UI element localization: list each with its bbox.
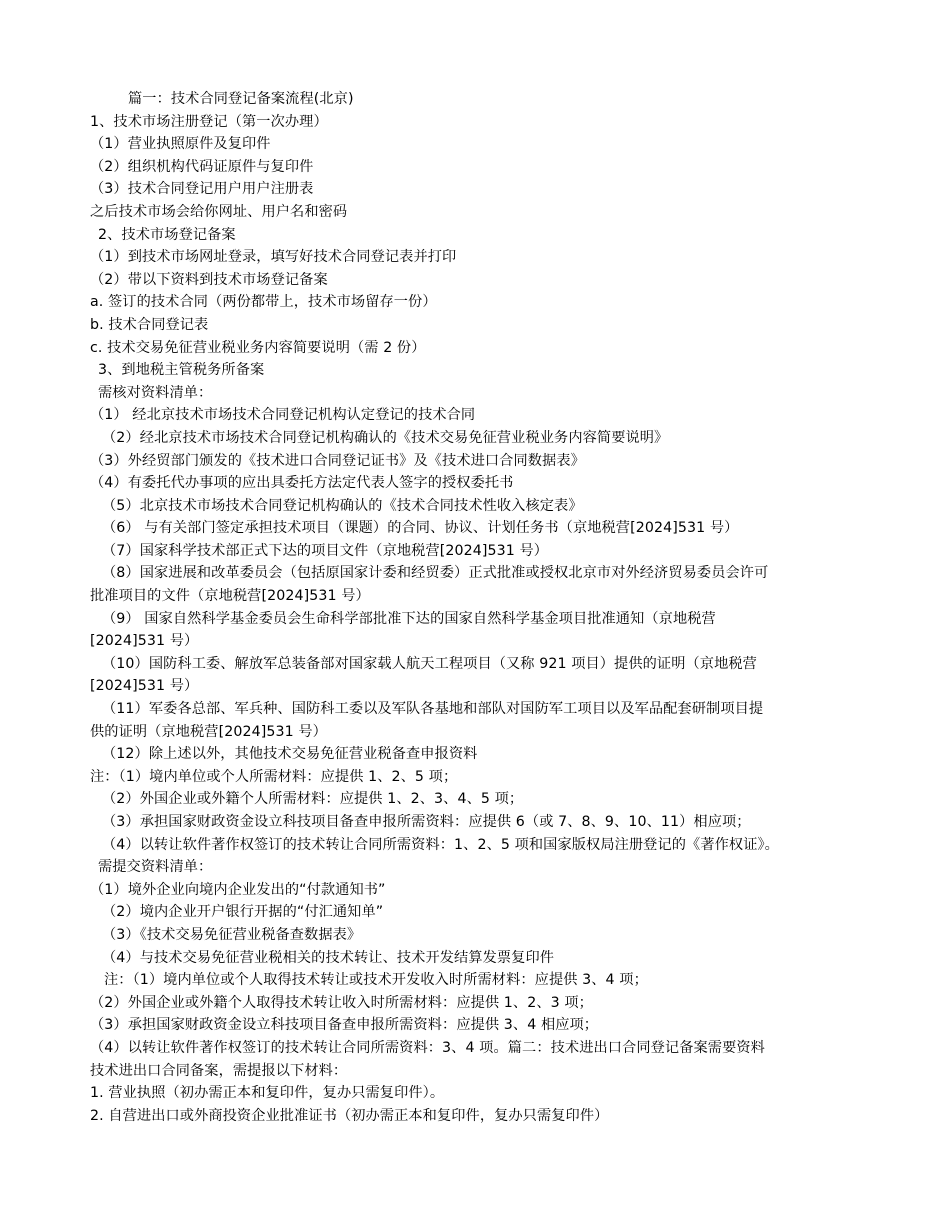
document-body bbox=[0, 88, 950, 1127]
list-item: （1）境外企业向境内企业发出的“付款通知书” bbox=[90, 881, 386, 898]
paragraph: 之后技术市场会给你网址、用户名和密码 bbox=[90, 203, 348, 220]
document-title: 篇一：技术合同登记备案流程(北京) bbox=[128, 91, 354, 107]
list-item: （10）国防科工委、解放军总装备部对国家载人航天工程项目（又称 921 项目）提供的证明（京地税营 bbox=[102, 655, 757, 672]
list-item: （5）北京技术市场技术合同登记机构确认的《技术合同技术性收入核定表》 bbox=[102, 497, 583, 514]
note-item: （4）以转让软件著作权签订的技术转让合同所需资料：1、2、5 项和国家版权局注册登记的《著作权证》。 bbox=[102, 836, 779, 853]
note-item: （2）外国企业或外籍个人取得技术转让收入时所需材料：应提供 1、2、3 项； bbox=[90, 994, 593, 1011]
list-item: （9） 国家自然科学基金委员会生命科学部批准下达的国家自然科学基金项目批准通知（京地税营 bbox=[102, 610, 716, 627]
list-item: （11）军委各总部、军兵种、国防科工委以及军队各基地和部队对国防军工项目以及军品配套研制项目提 bbox=[102, 701, 764, 718]
list-item-continuation: 批准项目的文件（京地税营[2024]531 号） bbox=[90, 588, 370, 605]
list-item: b. 技术合同登记表 bbox=[90, 316, 209, 333]
list-item: （4）有委托代办事项的应出具委托方法定代表人签字的授权委托书 bbox=[90, 475, 514, 492]
list-item: c. 技术交易免征营业税业务内容简要说明（需 2 份） bbox=[90, 339, 426, 356]
note-item: （3）承担国家财政资金设立科技项目备查申报所需资料：应提供 3、4 相应项； bbox=[90, 1017, 599, 1034]
list-item: a. 签订的技术合同（两份都带上，技术市场留存一份） bbox=[90, 294, 437, 311]
list-item: （8）国家进展和改革委员会（包括原国家计委和经贸委）正式批准或授权北京市对外经济贸易委员会许可 bbox=[102, 565, 769, 582]
section-heading: 1、技术市场注册登记（第一次办理） bbox=[90, 113, 328, 130]
list-item: （6） 与有关部门签定承担技术项目（课题）的合同、协议、计划任务书（京地税营[2024]531 号） bbox=[102, 520, 739, 537]
list-item: （2）组织机构代码证原件与复印件 bbox=[90, 158, 314, 175]
note-item: （3）承担国家财政资金设立科技项目备查申报所需资料：应提供 6（或 7、8、9、10、11）相应项； bbox=[102, 814, 751, 830]
section-heading: 3、到地税主管税务所备案 bbox=[98, 362, 265, 379]
paragraph: 技术进出口合同备案，需提报以下材料： bbox=[90, 1062, 348, 1079]
list-item: （2）境内企业开户银行开据的“付汇通知单” bbox=[102, 904, 384, 921]
note-item: （4）以转让软件著作权签订的技术转让合同所需资料：3、4 项。篇二：技术进出口合同登记备案需要资料 bbox=[90, 1039, 765, 1056]
note-item: （2）外国企业或外籍个人所需材料：应提供 1、2、3、4、5 项； bbox=[102, 791, 524, 808]
list-item: 2. 自营进出口或外商投资企业批准证书（初办需正本和复印件，复办只需复印件） bbox=[90, 1107, 609, 1124]
list-item: （1）营业执照原件及复印件 bbox=[90, 136, 271, 153]
list-item: （2）经北京技术市场技术合同登记机构确认的《技术交易免征营业税业务内容简要说明》 bbox=[102, 429, 669, 446]
list-item-continuation: [2024]531 号） bbox=[90, 678, 199, 695]
note: 注：（1）境内单位或个人取得技术转让或技术开发收入时所需材料：应提供 3、4 项； bbox=[104, 972, 648, 989]
section-heading: 2、技术市场登记备案 bbox=[98, 226, 236, 243]
list-item: 1. 营业执照（初办需正本和复印件，复办只需复印件）。 bbox=[90, 1085, 445, 1102]
list-item-continuation: [2024]531 号） bbox=[90, 633, 199, 650]
list-item: （2）带以下资料到技术市场登记备案 bbox=[90, 271, 328, 288]
subheading: 需核对资料清单： bbox=[98, 384, 213, 401]
list-item: （12）除上述以外，其他技术交易免征营业税备查申报资料 bbox=[102, 746, 478, 763]
list-item: （3）《技术交易免征营业税备查数据表》 bbox=[102, 926, 362, 943]
list-item: （3）外经贸部门颁发的《技术进口合同登记证书》及《技术进口合同数据表》 bbox=[90, 452, 585, 469]
note: 注：（1）境内单位或个人所需材料：应提供 1、2、5 项； bbox=[90, 768, 458, 785]
subheading: 需提交资料清单： bbox=[98, 859, 213, 876]
list-item: （3）技术合同登记用户用户注册表 bbox=[90, 181, 314, 198]
list-item: （1）到技术市场网址登录，填写好技术合同登记表并打印 bbox=[90, 249, 457, 266]
list-item-continuation: 供的证明（京地税营[2024]531 号） bbox=[90, 723, 327, 740]
list-item: （7）国家科学技术部正式下达的项目文件（京地税营[2024]531 号） bbox=[102, 542, 549, 559]
list-item: （1） 经北京技术市场技术合同登记机构认定登记的技术合同 bbox=[90, 407, 476, 424]
list-item: （4）与技术交易免征营业税相关的技术转让、技术开发结算发票复印件 bbox=[102, 949, 555, 966]
